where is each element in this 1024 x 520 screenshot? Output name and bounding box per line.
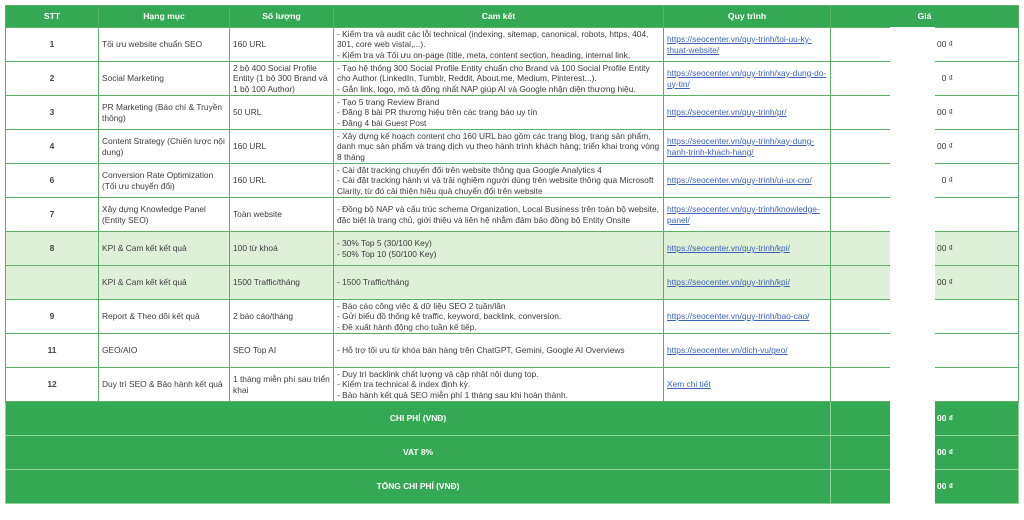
summary-label: TỔNG CHI PHÍ (VNĐ) [6, 470, 831, 504]
summary-price: 00 ₫ [831, 470, 1019, 504]
row-commitment [334, 334, 664, 368]
process-link[interactable]: Xem chi tiết [667, 379, 711, 390]
row-price: 00 ₫ [831, 28, 1019, 62]
row-category: GEO/AIO [99, 334, 230, 368]
table-row [6, 28, 1019, 62]
row-quantity: 160 URL [230, 28, 334, 62]
summary-row [6, 470, 1019, 504]
commitment-line: - Tạo hệ thống 300 Social Profile Entity chuẩn cho Brand và 100 Social Profile Entity cho Author (LinkedIn, Tumblr, Reddit, About.me, Medium, Pinterest...). [337, 62, 650, 84]
table-row [6, 164, 1019, 198]
commitment-line: - Kiểm tra và audit các lỗi technical (indexing, sitemap, canonical, robots, https, 404, 301, core web vistal,...). [337, 28, 649, 50]
row-process [664, 368, 831, 402]
row-stt: 11 [6, 334, 99, 368]
commitment-line: - Xây dựng kế hoạch content cho 160 URL bao gồm các trang blog, trang sản phẩm, danh mục sản phẩm và trang dịch vụ theo hành trình khách hàng; triển khai trong vòng 8 tháng [337, 130, 660, 162]
row-category: Tối ưu website chuẩn SEO [99, 28, 230, 62]
commitment-line: - Cài đặt tracking hành vi và trải nghiệm người dùng trên website thông qua Microsoft Clarity, từ đó cải thiện hiệu quả chuyển đổi trên website [337, 175, 654, 196]
row-category: Content Strategy (Chiến lược nội dung) [99, 130, 230, 164]
row-process [664, 198, 831, 232]
row-price: 0 ₫ [831, 62, 1019, 96]
row-process [664, 300, 831, 334]
row-quantity: 2 báo cáo/tháng [230, 300, 334, 334]
summary-price: 00 ₫ [831, 402, 1019, 436]
process-link[interactable]: https://seocenter.vn/dich-vu/geo/ [667, 345, 788, 356]
row-stt: 2 [6, 62, 99, 96]
process-link[interactable]: https://seocenter.vn/quy-trinh/kpi/ [667, 243, 790, 254]
process-link[interactable]: https://seocenter.vn/quy-trinh/xay-dung-do-uy-tin/ [667, 67, 827, 89]
row-stt: 6 [6, 164, 99, 198]
row-category: Social Marketing [99, 62, 230, 96]
row-quantity: 1500 Traffic/tháng [230, 266, 334, 300]
commitment-line: - Duy trì backlink chất lượng và cập nhật nội dung top. [337, 368, 539, 379]
row-stt: 12 [6, 368, 99, 402]
row-process [664, 164, 831, 198]
table-row [6, 96, 1019, 130]
row-commitment [334, 96, 664, 130]
summary-row [6, 436, 1019, 470]
table-row [6, 232, 1019, 266]
row-price: 00 ₫ [831, 232, 1019, 266]
table-row [6, 266, 1019, 300]
summary-price: 00 ₫ [831, 436, 1019, 470]
row-commitment [334, 164, 664, 198]
commitment-line: - Gửi biểu đồ thống kê traffic, keyword, backlink, conversion. [337, 311, 562, 322]
commitment-line: - Hỗ trợ tối ưu từ khóa bán hàng trên ChatGPT, Gemini, Google AI Overviews [337, 345, 625, 356]
row-quantity: SEO Top AI [230, 334, 334, 368]
header-category: Hạng mục [99, 6, 230, 28]
process-link[interactable]: https://seocenter.vn/quy-trinh/xay-dung-hanh-trinh-khach-hang/ [667, 135, 815, 157]
row-category: PR Marketing (Báo chí & Truyền thông) [99, 96, 230, 130]
row-quantity: 160 URL [230, 164, 334, 198]
commitment-line: - Bảo hành kết quả SEO miễn phí 1 tháng sau khi hoàn thành. [337, 389, 568, 400]
process-link[interactable]: https://seocenter.vn/quy-trinh/toi-uu-ky-thuat-website/ [667, 33, 812, 55]
row-stt: 8 [6, 232, 99, 266]
row-quantity: 100 từ khoá [230, 232, 334, 266]
process-link[interactable]: https://seocenter.vn/quy-trinh/pr/ [667, 107, 787, 118]
row-process [664, 334, 831, 368]
row-commitment [334, 28, 664, 62]
row-stt: 3 [6, 96, 99, 130]
commitment-line: - 30% Top 5 (30/100 Key) [337, 237, 432, 248]
row-process [664, 232, 831, 266]
row-commitment [334, 198, 664, 232]
process-link[interactable]: https://seocenter.vn/quy-trinh/kpi/ [667, 277, 790, 288]
row-price: 00 ₫ [831, 130, 1019, 164]
row-category: Duy trì SEO & Bảo hành kết quả [99, 368, 230, 402]
row-category: KPI & Cam kết kết quả [99, 266, 230, 300]
row-category: Conversion Rate Optimization (Tối ưu chuyển đổi) [99, 164, 230, 198]
row-price: 00 ₫ [831, 96, 1019, 130]
row-stt: 9 [6, 300, 99, 334]
commitment-line: - Kiểm tra và Tối ưu on-page (title, meta, content section, heading, internal link, [337, 49, 631, 60]
row-process [664, 62, 831, 96]
table-row [6, 334, 1019, 368]
table-row [6, 198, 1019, 232]
commitment-line: - Gắn link, logo, mô tả đồng nhất NAP giúp AI và Google nhận diện thương hiệu. [337, 83, 636, 94]
row-price: 0 ₫ [831, 164, 1019, 198]
header-stt: STT [6, 6, 99, 28]
row-process [664, 266, 831, 300]
row-commitment [334, 130, 664, 164]
table-row [6, 368, 1019, 402]
process-link[interactable]: https://seocenter.vn/quy-trinh/knowledge-panel/ [667, 203, 820, 225]
row-quantity: 160 URL [230, 130, 334, 164]
pricing-table [5, 5, 1019, 504]
row-process [664, 96, 831, 130]
row-price: 00 ₫ [831, 266, 1019, 300]
price-redaction-mask [890, 27, 935, 507]
row-process [664, 130, 831, 164]
header-price: Giá [831, 6, 1019, 28]
row-quantity: 2 bộ 400 Social Profile Entity (1 bộ 300 Brand và 1 bộ 100 Author) [230, 62, 334, 96]
header-process: Quy trình [664, 6, 831, 28]
row-quantity: 1 tháng miễn phí sau triển khai [230, 368, 334, 402]
process-link[interactable]: https://seocenter.vn/quy-trinh/bao-cao/ [667, 311, 810, 322]
commitment-line: - Báo cáo công việc & dữ liệu SEO 2 tuần/lần [337, 300, 506, 311]
row-stt: 1 [6, 28, 99, 62]
table-row [6, 62, 1019, 96]
row-category: Report & Theo dõi kết quả [99, 300, 230, 334]
commitment-line: - Đề xuất hành động cho tuần kế tiếp. [337, 321, 477, 332]
summary-row [6, 402, 1019, 436]
commitment-line: - 1500 Traffic/tháng [337, 277, 410, 288]
commitment-line: - Đăng 4 bài Guest Post [337, 117, 427, 128]
commitment-line: - Tạo 5 trang Review Brand [337, 96, 440, 107]
commitment-line: - Kiểm tra technical & index định kỳ. [337, 379, 471, 390]
row-stt: 4 [6, 130, 99, 164]
row-stt [6, 266, 99, 300]
table-row [6, 300, 1019, 334]
row-commitment [334, 232, 664, 266]
header-commitment: Cam kết [334, 6, 664, 28]
row-process [664, 28, 831, 62]
commitment-line: - Cài đặt tracking chuyển đổi trên website thông qua Google Analytics 4 [337, 164, 602, 175]
table-row [6, 130, 1019, 164]
row-category: Xây dựng Knowledge Panel (Entity SEO) [99, 198, 230, 232]
summary-label: CHI PHÍ (VNĐ) [6, 402, 831, 436]
process-link[interactable]: https://seocenter.vn/quy-trinh/ui-ux-cro/ [667, 175, 812, 186]
commitment-line: - 50% Top 10 (50/100 Key) [337, 248, 437, 259]
table-header-row [6, 6, 1019, 28]
row-stt: 7 [6, 198, 99, 232]
row-quantity: 50 URL [230, 96, 334, 130]
row-commitment [334, 368, 664, 402]
row-quantity: Toàn website [230, 198, 334, 232]
row-commitment [334, 62, 664, 96]
row-category: KPI & Cam kết kết quả [99, 232, 230, 266]
row-commitment [334, 266, 664, 300]
commitment-line: - Đồng bộ NAP và cấu trúc schema Organization, Local Business trên toàn bộ website, đặc biệt là trang chủ, giới thiệu và liên hệ nhằm đảm bảo đồng bộ Entity Onsite [337, 203, 659, 225]
header-quantity: Số lượng [230, 6, 334, 28]
summary-label: VAT 8% [6, 436, 831, 470]
commitment-line: - Đăng 8 bài PR thương hiệu trên các trang báo uy tín [337, 107, 538, 118]
row-commitment [334, 300, 664, 334]
